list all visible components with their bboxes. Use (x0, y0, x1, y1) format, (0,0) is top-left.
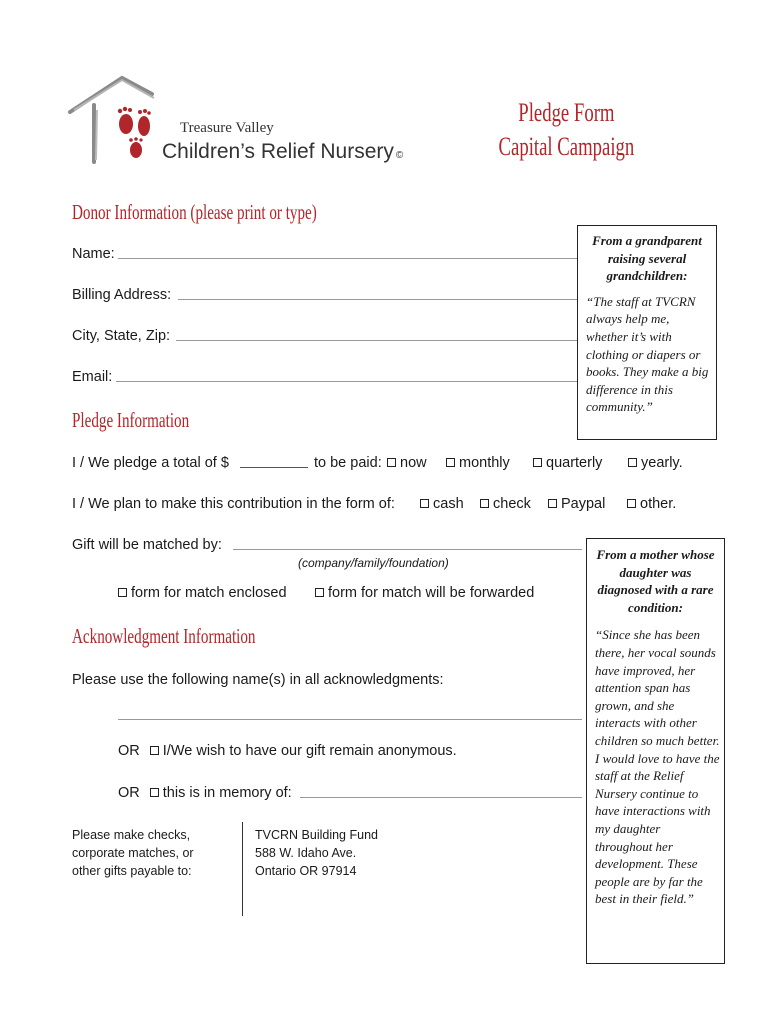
checkbox-icon (627, 499, 636, 508)
match-forwarded-label: form for match will be forwarded (328, 585, 535, 601)
testimonial-1-heading: From a grandparent raising several grandchildren: (592, 233, 702, 284)
checkbox-icon (533, 458, 542, 467)
pledge-amount-input[interactable] (240, 467, 308, 468)
schedule-yearly[interactable] (628, 455, 683, 471)
name-label: Name: (72, 246, 115, 262)
city-label: City, State, Zip: (72, 328, 171, 344)
ack-instruction: Please use the following name(s) in all acknowledgments: (72, 672, 444, 688)
anonymous-option[interactable] (150, 743, 457, 759)
payable-line: other gifts payable to: (72, 864, 192, 878)
match-input[interactable] (233, 549, 582, 550)
schedule-quarterly-label: quarterly (546, 455, 603, 471)
payable-address (255, 826, 378, 880)
form-paypal-label: Paypal (561, 496, 606, 512)
logo-name: Children’s Relief Nursery (162, 140, 394, 163)
city-input[interactable] (176, 340, 578, 341)
form-check[interactable] (480, 496, 531, 512)
testimonial-box-2 (586, 538, 725, 964)
form-cash-label: cash (433, 496, 464, 512)
address-line: 588 W. Idaho Ave. (255, 846, 357, 860)
logo (64, 70, 414, 180)
form-other-label: other. (640, 496, 677, 512)
checkbox-icon (628, 458, 637, 467)
pledge-heading: Pledge Information (72, 408, 190, 432)
schedule-now[interactable] (387, 455, 427, 471)
memory-input[interactable] (300, 797, 582, 798)
payable-line: Please make checks, (72, 828, 191, 842)
checkbox-icon (118, 588, 127, 597)
schedule-monthly[interactable] (446, 455, 510, 471)
payable-divider (242, 822, 243, 916)
match-enclosed[interactable] (118, 585, 287, 601)
form-prefix-label: I / We plan to make this contribution in the form of: (72, 496, 395, 512)
copyright-mark: © (395, 150, 404, 161)
form-cash[interactable] (420, 496, 464, 512)
title-line2: Capital Campaign (498, 132, 635, 161)
billing-input[interactable] (178, 299, 578, 300)
form-other[interactable] (627, 496, 676, 512)
payable-line: corporate matches, or (72, 846, 194, 860)
ack-names-input[interactable] (118, 719, 582, 720)
checkbox-icon (150, 746, 159, 755)
title-line1: Pledge Form (518, 98, 615, 127)
donor-heading: Donor Information (please print or type) (72, 200, 317, 224)
address-line: TVCRN Building Fund (255, 828, 378, 842)
payable-label (72, 826, 194, 880)
match-hint: (company/family/foundation) (298, 556, 449, 570)
checkbox-icon (420, 499, 429, 508)
checkbox-icon (387, 458, 396, 467)
email-input[interactable] (116, 381, 578, 382)
name-input[interactable] (118, 258, 578, 259)
email-label: Email: (72, 369, 113, 385)
checkbox-icon (480, 499, 489, 508)
testimonial-2-heading: From a mother whose daughter was diagnosed with a rare condition: (596, 547, 715, 615)
page-title (498, 96, 635, 164)
match-enclosed-label: form for match enclosed (131, 585, 287, 601)
pledge-total-label: I / We pledge a total of $ (72, 455, 229, 471)
billing-label: Billing Address: (72, 287, 172, 303)
schedule-monthly-label: monthly (459, 455, 510, 471)
schedule-yearly-label: yearly. (641, 455, 683, 471)
memory-row (118, 785, 292, 801)
to-be-paid-label: to be paid: (314, 455, 382, 471)
anonymous-row (118, 743, 457, 759)
checkbox-icon (150, 788, 159, 797)
testimonial-box-1 (577, 225, 717, 440)
logo-line1: Treasure Valley (180, 120, 274, 136)
checkbox-icon (446, 458, 455, 467)
form-paypal[interactable] (548, 496, 605, 512)
or-label-1: OR (118, 743, 140, 759)
memory-option[interactable] (150, 785, 292, 801)
schedule-now-label: now (400, 455, 427, 471)
logo-line2 (162, 140, 403, 164)
memory-label: this is in memory of: (162, 785, 292, 801)
testimonial-1-text: “The staff at TVCRN always help me, whether it’s with clothing or diapers or books. They make a big difference in this community.” (586, 293, 709, 415)
schedule-quarterly[interactable] (533, 455, 602, 471)
form-check-label: check (493, 496, 531, 512)
checkbox-icon (315, 588, 324, 597)
pledge-total-row (72, 455, 229, 471)
checkbox-icon (548, 499, 557, 508)
or-label-2: OR (118, 785, 140, 801)
match-forwarded[interactable] (315, 585, 534, 601)
anonymous-label: I/We wish to have our gift remain anonymous. (162, 743, 457, 759)
match-label: Gift will be matched by: (72, 537, 222, 553)
ack-heading: Acknowledgment Information (72, 624, 256, 648)
address-line: Ontario OR 97914 (255, 864, 357, 878)
testimonial-2-text: “Since she has been there, her vocal sounds have improved, her attention span has grown, and she interacts with other children so much better. I would love to have the staff at the Relief Nursery continue to have interactions with my daughter throughout her development. These people are by far the best in their field.” (595, 627, 720, 907)
